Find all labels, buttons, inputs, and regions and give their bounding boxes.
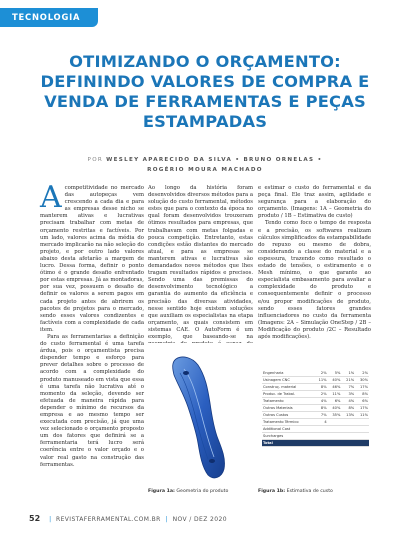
footer-separator: | xyxy=(165,516,168,523)
cell-value: 35% xyxy=(328,412,342,419)
paragraph: Ao longo da história foram desenvolvidos diversos métodos para a solução do custo ferramental, métodos estes que para o contexto da época no qual foram desenvolvidos trouxeram ótimos resultados para empresas, que trabalhavam com metas folgadas e pouca competição. Entretanto, estas condições estão distantes do mercado atual, e para as empresas se manterem ativas e lucrativas são demandados novos métodos que lhes tragam resultados rápidos e precisos. Sendo uma das premissas do desenvolvimento tecnológico a garantia do aumento da eficiência e precisão das diversas atividades, nesse sentido hoje existem soluções que auxiliam os especialistas na etapa orçamento, as quais consistem em sistemas CAE. O AutoForm é um exemplo, que baseando-se na xyxy=(148,185,253,340)
cell-value xyxy=(355,433,369,440)
cell-value xyxy=(328,433,342,440)
paragraph-text: competitividade no mercado das autopeças vem crescendo a cada dia e para as empresas desse nicho se manterem ativas e lucrativas precisam trabalhar com metas de orçamento restritas e factíveis. Por um lado, valores acima da média do mercado implicarão na não seleção do projeto, e por outro lado valores abaixo desta afetarão a margem de lucro. Dessa forma, definir o ponto ótimo é o grande desafio enfrentado por estas empresas. Já as montadoras, por sua vez, possuem o desafio de definir os valores a serem pagos em cada projeto antes de abrirem os pacotes de projetos para o mercado, sendo esses valores condizentes e factíveis com a complexidade de cada item. xyxy=(40,185,144,333)
paragraph: Para as ferramentarias a definição do custo ferramental é uma tarefa árdua, pois o orçamentista precisa dispender tempo e esforço para prever detalhes sobre o processo de acordo com a complexidade do produto manuseado em vista que essa é uma tarefa não lucrativa até o momento da seleção, devendo ser efetuada de maneira rápida para depender o mínimo de recursos da empresa e ao mesmo tempo ser executada com precisão, já que uma vez selecionado o orçamento proposto um dos fatores que definirá se a ferramentaria terá lucro será coerência entre o valor orçado e o valor real gasto na construção das ferramentas. xyxy=(40,333,144,468)
table-row xyxy=(262,433,369,440)
cell-value: 8% xyxy=(341,405,355,412)
cell-value: 4 xyxy=(314,419,328,426)
cell-value: 6% xyxy=(328,398,342,405)
title-line-4: ESTAMPADAS xyxy=(142,112,268,131)
cell-value xyxy=(328,440,342,447)
cell-value xyxy=(355,419,369,426)
cell-value xyxy=(328,426,342,433)
row-label: Total xyxy=(262,440,314,447)
row-label: Additional Cost xyxy=(262,426,314,433)
paragraph: e estimar o custo do ferramental e da peça final. Ele traz assim, agilidade e segurança para a elaboração do orçamento. (Imagens: 1A – Geometria do produto / 1B – Estimativa de custo) xyxy=(258,185,371,220)
cost-estimate-table xyxy=(262,370,369,447)
column-1 xyxy=(40,180,144,469)
table-row xyxy=(262,377,369,384)
row-label: Tratamento Térmico xyxy=(262,419,314,426)
cell-value: 8% xyxy=(355,391,369,398)
table-total-row xyxy=(262,440,369,447)
cell-value: 11% xyxy=(355,412,369,419)
cell-value xyxy=(314,433,328,440)
product-geometry-image xyxy=(148,343,253,491)
cell-value: 11% xyxy=(328,391,342,398)
figure-1b-label: Figura 1b: xyxy=(258,489,286,494)
row-label: Outros Custos xyxy=(262,412,314,419)
table-row xyxy=(262,419,369,426)
cell-value xyxy=(341,426,355,433)
cell-value: 4% xyxy=(314,398,328,405)
row-label: Outros Materiais xyxy=(262,405,314,412)
table-row xyxy=(262,405,369,412)
cell-value: 2% xyxy=(314,370,328,377)
cell-value xyxy=(328,419,342,426)
cell-value: 6% xyxy=(355,398,369,405)
cell-value xyxy=(355,426,369,433)
footer-separator: | xyxy=(49,516,52,523)
cell-value xyxy=(341,419,355,426)
row-label: Usinagem CNC xyxy=(262,377,314,384)
cell-value: 4% xyxy=(341,398,355,405)
cell-value: 2% xyxy=(355,370,369,377)
section-tab: TECNOLOGIA xyxy=(0,8,98,27)
cell-value: 46% xyxy=(328,384,342,391)
cell-value: 7% xyxy=(314,412,328,419)
figure-product-geometry xyxy=(148,343,253,493)
cell-value: 7% xyxy=(341,384,355,391)
row-label: Construç. material xyxy=(262,384,314,391)
cell-value: 8% xyxy=(314,384,328,391)
cell-value: 11% xyxy=(314,377,328,384)
cell-value xyxy=(355,440,369,447)
byline xyxy=(20,155,390,175)
cell-value: 40% xyxy=(328,377,342,384)
row-label: Surcharges xyxy=(262,433,314,440)
cell-value: 30% xyxy=(355,377,369,384)
cell-value: 17% xyxy=(355,405,369,412)
figure-1a-label: Figura 1a: xyxy=(148,489,175,494)
figure-1a-caption xyxy=(148,489,228,494)
row-label: Engenharia xyxy=(262,370,314,377)
cell-value: 8% xyxy=(314,405,328,412)
byline-por: POR xyxy=(87,157,104,163)
page-number: 52 xyxy=(29,514,41,523)
column-3 xyxy=(258,185,371,341)
article-title xyxy=(14,52,396,132)
column-2 xyxy=(148,185,253,355)
byline-authors-2: ROGÉRIO MOURA MACHADO xyxy=(147,167,263,173)
byline-authors-1: WESLEY APARECIDO DA SILVA • BRUNO ORNELAS • xyxy=(106,157,323,163)
issue-date: NOV / DEZ 2020 xyxy=(172,516,227,523)
table-row xyxy=(262,412,369,419)
drop-cap: A xyxy=(40,180,62,215)
page-footer xyxy=(29,514,227,523)
cell-value xyxy=(341,440,355,447)
cell-value xyxy=(314,426,328,433)
cell-value xyxy=(341,433,355,440)
cell-value: 2% xyxy=(314,391,328,398)
cell-value: 5% xyxy=(328,370,342,377)
paragraph xyxy=(40,180,144,334)
table-row xyxy=(262,384,369,391)
cell-value: 21% xyxy=(341,377,355,384)
cell-value: 3% xyxy=(341,391,355,398)
table-row xyxy=(262,391,369,398)
magazine-url: REVISTAFERRAMENTAL.COM.BR xyxy=(56,516,161,523)
title-line-3: VENDA DE FERRAMENTAS E PEÇAS xyxy=(44,92,366,111)
figure-1a-text: Geometria do produto xyxy=(176,489,229,494)
cell-value: 17% xyxy=(355,384,369,391)
table-row xyxy=(262,398,369,405)
row-label: Produc. de Trabal. xyxy=(262,391,314,398)
title-line-1: OTIMIZANDO O ORÇAMENTO: xyxy=(69,52,341,71)
figure-1b-text: Estimativa de custo xyxy=(286,489,333,494)
cell-value: 1% xyxy=(341,370,355,377)
cell-value xyxy=(314,440,328,447)
figure-1b-caption xyxy=(258,489,333,494)
paragraph: Tendo como foco o tempo de resposta e a precisão, os softwares realizam cálculos simplificados da estampabilidade do repuxo ou mesmo de dobra, considerando a classe do material e a espessura, trazendo como resultado o estado de tensões, o estiramento e o Mesh mínimo, o que garante ao especialista embasamento para avaliar a complexidade do produto e consequentemente definir o processo e/ou propor modificações de produto, sendo esses fatores grandes influenciadores no custo da ferramenta (Imagens: 2A – Simulação OneStep / 2B – Modificação do produto /2C – Resultado após modificações). xyxy=(258,220,371,340)
row-label: Tratamento xyxy=(262,398,314,405)
cell-value: 40% xyxy=(328,405,342,412)
cell-value: 13% xyxy=(341,412,355,419)
title-line-2: DEFININDO VALORES DE COMPRA E xyxy=(40,72,370,91)
table-row xyxy=(262,426,369,433)
